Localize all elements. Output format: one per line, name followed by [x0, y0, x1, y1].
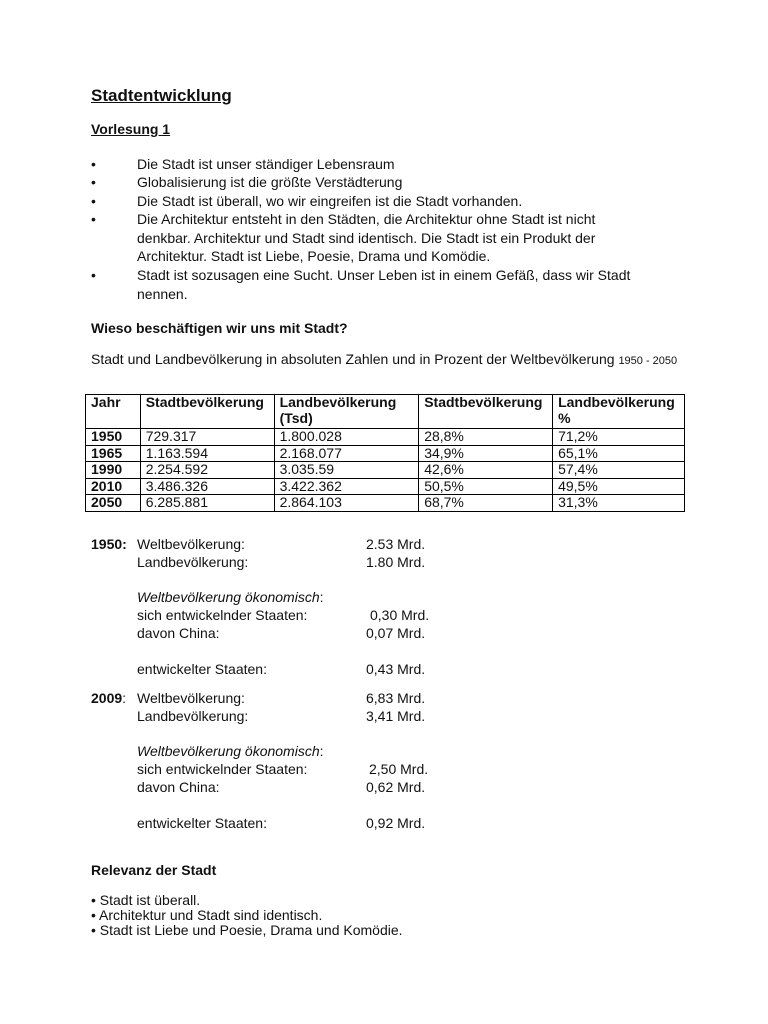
- stat-label: entwickelter Staaten:: [137, 815, 267, 831]
- relevance-item: • Stadt ist überall.: [91, 892, 201, 908]
- subheading-italic: Weltbevölkerung ökonomisch: [137, 743, 320, 759]
- stats-year: 1950:: [91, 536, 127, 552]
- table-header-row: [86, 395, 685, 429]
- table-row: [86, 462, 685, 479]
- relevance-heading: Relevanz der Stadt: [91, 862, 217, 878]
- stat-label: sich entwickelnder Staaten:: [137, 761, 308, 777]
- table-row: [86, 478, 685, 495]
- table-intro: [91, 350, 691, 370]
- stat-label: davon China:: [137, 625, 220, 641]
- bullet-line: Globalisierung ist die größte Verstädterung: [137, 174, 403, 190]
- bullet-line: denkbar. Architektur und Stadt sind identisch. Die Stadt ist ein Produkt der: [137, 229, 596, 246]
- cell: 2.254.592: [140, 462, 274, 479]
- cell: 3.422.362: [274, 478, 419, 495]
- bullet-glyph: •: [91, 174, 96, 190]
- intro-range: 1950 - 2050: [618, 355, 678, 367]
- stat-value: 6,83 Mrd.: [366, 690, 426, 706]
- cell: 49,5%: [553, 478, 685, 495]
- cell: 1.800.028: [274, 429, 419, 446]
- stat-value: 0,62 Mrd.: [366, 779, 426, 795]
- stat-label: Landbevölkerung:: [137, 554, 249, 570]
- stat-label: sich entwickelnder Staaten:: [137, 607, 308, 623]
- cell: 68,7%: [419, 495, 553, 512]
- year-number: 2009: [91, 690, 123, 706]
- bullet-line: Die Stadt ist unser ständiger Lebensraum: [137, 156, 395, 172]
- cell-year: 1990: [86, 462, 141, 479]
- relevance-item: • Stadt ist Liebe und Poesie, Drama und Komödie.: [91, 922, 403, 938]
- bullet-glyph: •: [91, 193, 96, 209]
- stat-subheading: [137, 743, 324, 759]
- population-table: [85, 394, 685, 512]
- year-colon: :: [122, 690, 127, 706]
- stat-value: 2,50 Mrd.: [369, 761, 429, 777]
- stat-label: Weltbevölkerung:: [137, 690, 245, 706]
- table-row: [86, 429, 685, 446]
- bullet-line: Stadt ist sozusagen eine Sucht. Unser Leben ist in einem Gefäß, dass wir Stadt: [137, 267, 631, 283]
- table-row: [86, 495, 685, 512]
- col-header: Landbevölkerung %: [553, 395, 685, 429]
- cell: 71,2%: [553, 429, 685, 446]
- bullet-glyph: •: [91, 267, 96, 283]
- cell: 2.168.077: [274, 445, 419, 462]
- col-header: Landbevölkerung (Tsd): [274, 395, 419, 429]
- cell: 65,1%: [553, 445, 685, 462]
- cell: 34,9%: [419, 445, 553, 462]
- cell: 3.035.59: [274, 462, 419, 479]
- stat-value: 1.80 Mrd.: [366, 554, 426, 570]
- subheading-colon: :: [319, 589, 324, 605]
- bullet-item: [137, 210, 595, 266]
- stats-year: [91, 690, 126, 706]
- cell-year: 2050: [86, 495, 141, 512]
- lecture-subtitle: Vorlesung 1: [91, 121, 171, 137]
- subheading-colon: :: [319, 743, 324, 759]
- stat-subheading: [137, 589, 324, 605]
- stat-value: 2.53 Mrd.: [366, 536, 426, 552]
- table-row: [86, 445, 685, 462]
- cell: 28,8%: [419, 429, 553, 446]
- bullet-line: Die Stadt ist überall, wo wir eingreifen ist die Stadt vorhanden.: [137, 193, 523, 209]
- stat-label: Landbevölkerung:: [137, 708, 249, 724]
- cell: 2.864.103: [274, 495, 419, 512]
- cell: 6.285.881: [140, 495, 274, 512]
- stat-value: 0,43 Mrd.: [366, 661, 426, 677]
- cell: 57,4%: [553, 462, 685, 479]
- relevance-item: • Architektur und Stadt sind identisch.: [91, 907, 323, 923]
- cell-year: 1965: [86, 445, 141, 462]
- stat-value: 0,92 Mrd.: [366, 815, 426, 831]
- cell: 50,5%: [419, 478, 553, 495]
- bullet-item: [137, 173, 402, 192]
- cell: 729.317: [140, 429, 274, 446]
- stat-label: davon China:: [137, 779, 220, 795]
- bullet-line: nennen.: [137, 285, 188, 302]
- cell-year: 2010: [86, 478, 141, 495]
- subheading-italic: Weltbevölkerung ökonomisch: [137, 589, 320, 605]
- cell: 3.486.326: [140, 478, 274, 495]
- stat-value: 0,30 Mrd.: [370, 607, 430, 623]
- cell: 1.163.594: [140, 445, 274, 462]
- col-header: Stadtbevölkerung: [419, 395, 553, 429]
- cell: 42,6%: [419, 462, 553, 479]
- bullet-item: [137, 155, 395, 174]
- bullet-glyph: •: [91, 211, 96, 227]
- cell: 31,3%: [553, 495, 685, 512]
- col-header: Jahr: [86, 395, 141, 429]
- intro-text: Stadt und Landbevölkerung in absoluten Zahlen und in Prozent der Weltbevölkerung: [91, 351, 615, 367]
- page-title: Stadtentwicklung: [91, 86, 232, 105]
- stat-value: 3,41 Mrd.: [366, 708, 426, 724]
- bullet-line: Die Architektur entsteht in den Städten, die Architektur ohne Stadt ist nicht: [137, 211, 596, 227]
- question-heading: Wieso beschäftigen wir uns mit Stadt?: [91, 320, 348, 336]
- bullet-item: [137, 192, 522, 211]
- stat-label: Weltbevölkerung:: [137, 536, 245, 552]
- col-header: Stadtbevölkerung: [140, 395, 274, 429]
- bullet-item: [137, 266, 630, 303]
- bullet-line: Architektur. Stadt ist Liebe, Poesie, Drama und Komödie.: [137, 248, 491, 264]
- bullet-glyph: •: [91, 156, 96, 172]
- cell-year: 1950: [86, 429, 141, 446]
- stat-value: 0,07 Mrd.: [366, 625, 426, 641]
- stat-label: entwickelter Staaten:: [137, 661, 267, 677]
